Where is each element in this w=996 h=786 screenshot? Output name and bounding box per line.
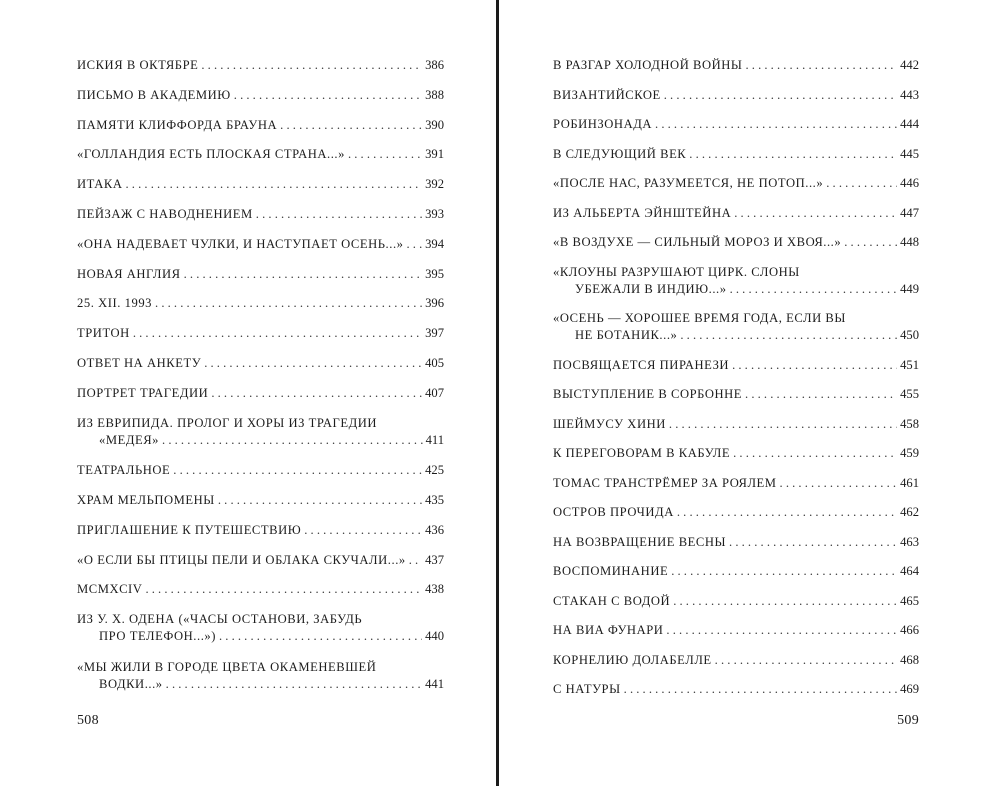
dot-leader [734, 205, 897, 222]
toc-entry [553, 534, 919, 551]
toc-entry [553, 205, 919, 222]
toc-entry-title: ШЕЙМУСУ ХИНИ [553, 416, 666, 431]
toc-entry [553, 386, 919, 403]
dot-leader [733, 445, 897, 462]
toc-entry-page: 395 [425, 266, 444, 281]
toc-entry-title: НОВАЯ АНГЛИЯ [77, 266, 181, 281]
toc-entry-title: ТОМАС ТРАНСТРЁМЕР ЗА РОЯЛЕМ [553, 475, 777, 490]
toc-entry-page: 450 [900, 328, 919, 342]
toc-entry-page: 458 [900, 416, 919, 431]
toc-entry-page: 462 [900, 505, 919, 519]
dot-leader [155, 295, 422, 312]
toc-entry [553, 57, 919, 74]
toc-entry-title: «ОНА НАДЕВАЕТ ЧУЛКИ, И НАСТУПАЕТ ОСЕНЬ...» [77, 236, 404, 251]
toc-entry-page: 447 [900, 205, 919, 220]
toc-entry-title: СТАКАН С ВОДОЙ [553, 593, 671, 608]
dot-leader [204, 355, 422, 372]
toc-entry-page: 463 [900, 534, 919, 549]
toc-entry-page: 390 [425, 117, 444, 132]
toc-entry-page: 393 [425, 207, 444, 221]
toc-entry-title: ПЕЙЗАЖ С НАВОДНЕНИЕМ [77, 207, 253, 221]
toc-entry-title: «ГОЛЛАНДИЯ ЕСТЬ ПЛОСКАЯ СТРАНА...» [77, 147, 345, 162]
toc-entry-page: 455 [900, 387, 919, 401]
toc-entry-title: НА ВОЗВРАЩЕНИЕ ВЕСНЫ [553, 534, 727, 549]
dot-leader [407, 236, 423, 253]
toc-entry-title-line1: ИЗ ЕВРИПИДА. ПРОЛОГ И ХОРЫ ИЗ ТРАГЕДИИ [77, 415, 378, 430]
toc-entry-page: 469 [900, 682, 919, 696]
toc-entry-page: 446 [900, 176, 919, 190]
dot-leader [664, 87, 897, 104]
toc-entry [553, 310, 919, 344]
dot-leader [234, 87, 422, 104]
page-number-right: 509 [897, 713, 919, 728]
toc-entry-page: 397 [425, 326, 444, 341]
toc-entry-page: 448 [900, 235, 919, 249]
dot-leader [715, 652, 897, 669]
toc-entry-title: УБЕЖАЛИ В ИНДИЮ...» [575, 281, 727, 296]
toc-entry [553, 416, 919, 433]
toc-entry [77, 236, 444, 253]
toc-entry-title: ИСКИЯ В ОКТЯБРЕ [77, 58, 199, 72]
toc-entry-title: 25. XII. 1993 [77, 296, 153, 311]
dot-leader [201, 57, 422, 74]
toc-entry-title: ТРИТОН [77, 326, 130, 341]
toc-entry-page: 465 [900, 593, 919, 608]
toc-entry [553, 475, 919, 492]
toc-entry-page: 435 [425, 492, 444, 507]
toc-entry-page: 441 [425, 676, 444, 691]
toc-entry-page: 440 [425, 629, 444, 644]
toc-entry [77, 295, 444, 312]
dot-leader [218, 492, 422, 509]
dot-leader [732, 357, 897, 374]
toc-entry-page: 444 [900, 117, 919, 131]
toc-entry-title: ПИСЬМО В АКАДЕМИЮ [77, 87, 231, 102]
toc-entry [77, 492, 444, 509]
left-page [77, 0, 444, 786]
toc-entry [77, 415, 444, 449]
dot-leader [673, 593, 897, 610]
dot-leader [680, 327, 897, 344]
toc-entry [77, 325, 444, 342]
toc-entry-title: В СЛЕДУЮЩИЙ ВЕК [553, 146, 687, 161]
toc-entry-title: НА ВИА ФУНАРИ [553, 623, 664, 637]
toc-entry-page: 388 [425, 87, 444, 102]
toc-entry-title: ВОСПОМИНАНИЕ [553, 564, 669, 578]
toc-entry-page: 394 [425, 236, 444, 251]
toc-entry [553, 116, 919, 133]
toc-entry-title-line1: «МЫ ЖИЛИ В ГОРОДЕ ЦВЕТА ОКАМЕНЕВШЕЙ [77, 659, 377, 674]
toc-entry-title-line1: «КЛОУНЫ РАЗРУШАЮТ ЦИРК. СЛОНЫ [553, 264, 800, 279]
toc-entry-title: ТЕАТРАЛЬНОЕ [77, 463, 171, 478]
dot-leader [745, 386, 897, 403]
toc-entry-title: ВОДКИ...» [99, 676, 163, 691]
toc-entry-title: С НАТУРЫ [553, 682, 621, 696]
toc-entry-title: ИЗ АЛЬБЕРТА ЭЙНШТЕЙНА [553, 205, 732, 220]
toc-entry-page: 396 [425, 296, 444, 311]
toc-entry-title: ВЫСТУПЛЕНИЕ В СОРБОННЕ [553, 387, 743, 401]
toc-entry [77, 176, 444, 193]
right-page [553, 0, 919, 786]
toc-entry-page: 449 [900, 281, 919, 296]
toc-entry-title: ОТВЕТ НА АНКЕТУ [77, 356, 202, 370]
toc-entry [553, 563, 919, 580]
dot-leader [729, 534, 897, 551]
toc-entry [77, 581, 444, 598]
toc-entry-title: РОБИНЗОНАДА [553, 117, 653, 131]
toc-entry-title: НЕ БОТАНИК...» [575, 328, 678, 342]
toc-entry-page: 386 [425, 58, 444, 72]
toc-entry-page: 442 [900, 58, 919, 72]
toc-entry-title: MCMXCIV [77, 582, 143, 597]
toc-entry-title: В РАЗГАР ХОЛОДНОЙ ВОЙНЫ [553, 58, 743, 72]
toc-entry-title: «В ВОЗДУХЕ — СИЛЬНЫЙ МОРОЗ И ХВОЯ...» [553, 235, 842, 249]
dot-leader [133, 325, 422, 342]
toc-entry [553, 445, 919, 462]
toc-entry [553, 681, 919, 698]
toc-entry [77, 385, 444, 402]
toc-entry [553, 622, 919, 639]
toc-entry [77, 659, 444, 693]
dot-leader [780, 475, 898, 492]
dot-leader [304, 522, 422, 539]
toc-entry [77, 57, 444, 74]
toc-entry-page: 392 [425, 177, 444, 192]
dot-leader [655, 116, 897, 133]
toc-entry [77, 266, 444, 283]
toc-entry-title: ХРАМ МЕЛЬПОМЕНЫ [77, 492, 215, 507]
toc-entry-page: 438 [425, 582, 444, 597]
toc-entry [553, 357, 919, 374]
toc-entry [77, 206, 444, 223]
toc-entry [77, 522, 444, 539]
toc-entry-page: 466 [900, 623, 919, 637]
toc-entry-page: 464 [900, 564, 919, 578]
dot-leader [166, 676, 422, 693]
toc-entry-title: К ПЕРЕГОВОРАМ В КАБУЛЕ [553, 446, 731, 460]
toc-entry-title: КОРНЕЛИЮ ДОЛАБЕЛЛЕ [553, 652, 712, 667]
dot-leader [162, 432, 423, 449]
toc-entry-page: 461 [900, 475, 919, 490]
toc-entry-page: 459 [900, 446, 919, 460]
dot-leader [624, 681, 897, 698]
page-number-left: 508 [77, 713, 99, 728]
toc-entry-title: ИТАКА [77, 177, 123, 192]
toc-entry [77, 87, 444, 104]
dot-leader [184, 266, 423, 283]
toc-entry-page: 451 [900, 357, 919, 372]
book-spine [496, 0, 499, 786]
toc-entry-page: 468 [900, 652, 919, 667]
dot-leader [669, 416, 897, 433]
dot-leader [826, 175, 897, 192]
toc-entry-page: 407 [425, 385, 444, 400]
dot-leader [844, 234, 897, 251]
toc-entry-title: «О ЕСЛИ БЫ ПТИЦЫ ПЕЛИ И ОБЛАКА СКУЧАЛИ...» [77, 552, 406, 567]
dot-leader [730, 281, 898, 298]
toc-entry-title-line1: «ОСЕНЬ — ХОРОШЕЕ ВРЕМЯ ГОДА, ЕСЛИ ВЫ [553, 311, 846, 325]
dot-leader [211, 385, 422, 402]
toc-entry [553, 504, 919, 521]
toc-entry [553, 234, 919, 251]
dot-leader [677, 504, 897, 521]
toc-entry-page: 436 [425, 522, 444, 537]
toc-entry-title: ПОСВЯЩАЕТСЯ ПИРАНЕЗИ [553, 357, 730, 372]
toc-entry-title: ПОРТРЕТ ТРАГЕДИИ [77, 385, 209, 400]
dot-leader [671, 563, 897, 580]
dot-leader [689, 146, 897, 163]
toc-entry [77, 552, 444, 569]
dot-leader [666, 622, 897, 639]
toc-entry-title: ПАМЯТИ КЛИФФОРДА БРАУНА [77, 117, 278, 132]
toc-entry-page: 445 [900, 146, 919, 161]
toc-entry-page: 391 [425, 147, 444, 162]
dot-leader [145, 581, 422, 598]
dot-leader [348, 146, 422, 163]
toc-entry-title: ПРИГЛАШЕНИЕ К ПУТЕШЕСТВИЮ [77, 522, 302, 537]
toc-entry [77, 146, 444, 163]
dot-leader [173, 462, 422, 479]
toc-entry [553, 175, 919, 192]
toc-entry-title: ПРО ТЕЛЕФОН...») [99, 629, 216, 644]
toc-entry [553, 652, 919, 669]
toc-entry [77, 462, 444, 479]
toc-entry-page: 437 [425, 552, 444, 567]
toc-entry-page: 405 [425, 356, 444, 370]
toc-entry [553, 593, 919, 610]
toc-entry-title: «МЕДЕЯ» [99, 432, 160, 447]
toc-entry-title-line1: ИЗ У. Х. ОДЕНА («ЧАСЫ ОСТАНОВИ, ЗАБУДЬ [77, 612, 363, 627]
dot-leader [280, 117, 422, 134]
toc-entry-title: ВИЗАНТИЙСКОЕ [553, 87, 661, 102]
toc-entry [77, 355, 444, 372]
toc-entry-page: 443 [900, 87, 919, 102]
toc-entry [553, 87, 919, 104]
toc-entry [553, 264, 919, 298]
dot-leader [126, 176, 423, 193]
toc-entry-page: 411 [425, 432, 444, 447]
dot-leader [219, 628, 422, 645]
toc-entry-title: ОСТРОВ ПРОЧИДА [553, 505, 674, 519]
toc-entry [77, 117, 444, 134]
toc-entry-page: 425 [425, 463, 444, 478]
dot-leader [745, 57, 897, 74]
toc-entry [553, 146, 919, 163]
dot-leader [409, 552, 422, 569]
dot-leader [256, 206, 422, 223]
toc-entry-title: «ПОСЛЕ НАС, РАЗУМЕЕТСЯ, НЕ ПОТОП...» [553, 176, 824, 190]
toc-entry [77, 611, 444, 645]
